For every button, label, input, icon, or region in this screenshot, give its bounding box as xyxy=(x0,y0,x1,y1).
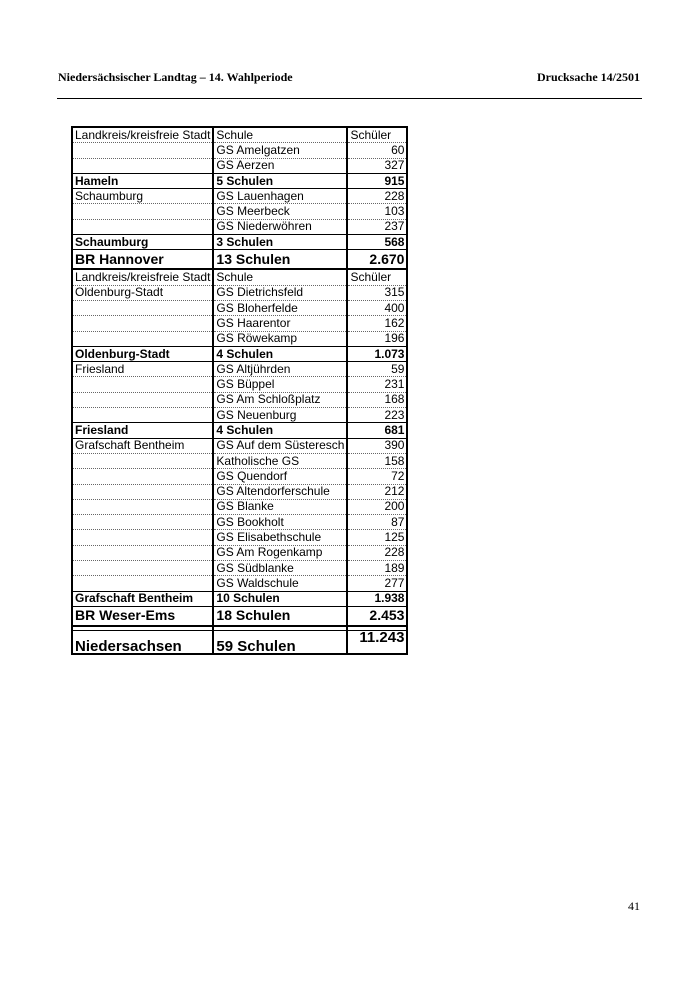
table-row xyxy=(72,189,407,204)
table-row xyxy=(72,316,407,331)
school-cell: 10 Schulen xyxy=(213,591,347,606)
school-cell: Katholische GS xyxy=(213,453,347,468)
school-cell: GS Am Schloßplatz xyxy=(213,392,347,407)
pupils-header: Schüler xyxy=(347,269,407,285)
district-cell xyxy=(72,408,213,423)
district-cell xyxy=(72,219,213,234)
pupils-cell: 228 xyxy=(347,189,407,204)
header-title: Niedersächsischer Landtag – 14. Wahlperiode xyxy=(58,70,293,84)
school-cell: 4 Schulen xyxy=(213,346,347,361)
district-cell xyxy=(72,561,213,576)
school-cell: 59 Schulen xyxy=(213,630,347,654)
table-row xyxy=(72,300,407,315)
school-cell: GS Südblanke xyxy=(213,561,347,576)
school-cell: GS Altendorferschule xyxy=(213,484,347,499)
table-row xyxy=(72,545,407,560)
table-row xyxy=(72,331,407,346)
school-cell: GS Dietrichsfeld xyxy=(213,285,347,300)
pupils-header: Schüler xyxy=(347,127,407,143)
district-cell: BR Weser-Ems xyxy=(72,606,213,626)
district-cell: Oldenburg-Stadt xyxy=(72,346,213,361)
school-cell: GS Bloherfelde xyxy=(213,300,347,315)
pupils-cell: 681 xyxy=(347,423,407,438)
table-row xyxy=(72,561,407,576)
school-header: Schule xyxy=(213,127,347,143)
pupils-cell: 228 xyxy=(347,545,407,560)
table-row xyxy=(72,576,407,591)
school-cell: 18 Schulen xyxy=(213,606,347,626)
district-cell xyxy=(72,143,213,158)
school-cell: GS Blanke xyxy=(213,499,347,514)
table-row xyxy=(72,499,407,514)
school-cell: GS Am Rogenkamp xyxy=(213,545,347,560)
pupils-cell: 60 xyxy=(347,143,407,158)
table-row xyxy=(72,392,407,407)
pupils-cell: 390 xyxy=(347,438,407,453)
school-cell: GS Bookholt xyxy=(213,515,347,530)
table-row xyxy=(72,408,407,423)
district-cell xyxy=(72,576,213,591)
district-subtotal-row xyxy=(72,235,407,250)
district-cell: BR Hannover xyxy=(72,250,213,270)
district-cell xyxy=(72,204,213,219)
pupils-cell: 11.243 xyxy=(347,630,407,654)
school-cell: 13 Schulen xyxy=(213,250,347,270)
table-row xyxy=(72,285,407,300)
pupils-cell: 125 xyxy=(347,530,407,545)
district-cell xyxy=(72,530,213,545)
school-cell: GS Waldschule xyxy=(213,576,347,591)
district-cell: Friesland xyxy=(72,423,213,438)
table-header-row xyxy=(72,269,407,285)
pupils-cell: 196 xyxy=(347,331,407,346)
district-cell: Friesland xyxy=(72,362,213,377)
header-rule xyxy=(57,98,642,99)
district-cell xyxy=(72,158,213,173)
table-row xyxy=(72,438,407,453)
page-number: 41 xyxy=(628,899,640,913)
district-cell xyxy=(72,331,213,346)
district-subtotal-row xyxy=(72,591,407,606)
district-cell: Niedersachsen xyxy=(72,630,213,654)
table-row xyxy=(72,515,407,530)
district-cell xyxy=(72,469,213,484)
table-row xyxy=(72,158,407,173)
table-row xyxy=(72,530,407,545)
table-row xyxy=(72,143,407,158)
pupils-cell: 72 xyxy=(347,469,407,484)
pupils-cell: 1.073 xyxy=(347,346,407,361)
district-cell xyxy=(72,377,213,392)
district-subtotal-row xyxy=(72,423,407,438)
school-cell: GS Elisabethschule xyxy=(213,530,347,545)
school-cell: 4 Schulen xyxy=(213,423,347,438)
school-cell: GS Neuenburg xyxy=(213,408,347,423)
pupils-cell: 59 xyxy=(347,362,407,377)
table-row xyxy=(72,484,407,499)
pupils-cell: 277 xyxy=(347,576,407,591)
pupils-cell: 158 xyxy=(347,453,407,468)
pupils-cell: 223 xyxy=(347,408,407,423)
district-cell xyxy=(72,545,213,560)
district-cell xyxy=(72,316,213,331)
state-total-row xyxy=(72,630,407,654)
district-cell: Oldenburg-Stadt xyxy=(72,285,213,300)
region-total-row xyxy=(72,606,407,626)
school-cell: GS Quendorf xyxy=(213,469,347,484)
district-cell: Schaumburg xyxy=(72,235,213,250)
pupils-cell: 237 xyxy=(347,219,407,234)
school-cell: GS Altjührden xyxy=(213,362,347,377)
table-row xyxy=(72,219,407,234)
district-subtotal-row xyxy=(72,346,407,361)
table-header-row xyxy=(72,127,407,143)
school-cell: GS Amelgatzen xyxy=(213,143,347,158)
pupils-cell: 168 xyxy=(347,392,407,407)
district-cell xyxy=(72,392,213,407)
pupils-cell: 231 xyxy=(347,377,407,392)
district-cell: Grafschaft Bentheim xyxy=(72,438,213,453)
district-subtotal-row xyxy=(72,173,407,188)
pupils-cell: 87 xyxy=(347,515,407,530)
table-row xyxy=(72,204,407,219)
school-cell: 3 Schulen xyxy=(213,235,347,250)
pupils-cell: 1.938 xyxy=(347,591,407,606)
district-cell xyxy=(72,484,213,499)
school-cell: GS Meerbeck xyxy=(213,204,347,219)
school-header: Schule xyxy=(213,269,347,285)
pupils-cell: 2.453 xyxy=(347,606,407,626)
table-row xyxy=(72,469,407,484)
district-cell: Schaumburg xyxy=(72,189,213,204)
district-header: Landkreis/kreisfreie Stadt xyxy=(72,127,213,143)
district-cell xyxy=(72,300,213,315)
school-cell: GS Auf dem Süsteresch xyxy=(213,438,347,453)
school-cell: GS Haarentor xyxy=(213,316,347,331)
school-cell: 5 Schulen xyxy=(213,173,347,188)
pupils-cell: 400 xyxy=(347,300,407,315)
school-cell: GS Büppel xyxy=(213,377,347,392)
pupils-cell: 568 xyxy=(347,235,407,250)
district-cell xyxy=(72,515,213,530)
district-cell: Hameln xyxy=(72,173,213,188)
pupils-cell: 200 xyxy=(347,499,407,514)
district-cell xyxy=(72,499,213,514)
school-cell: GS Niederwöhren xyxy=(213,219,347,234)
document-number: Drucksache 14/2501 xyxy=(537,70,640,84)
school-cell: GS Röwekamp xyxy=(213,331,347,346)
region-total-row xyxy=(72,250,407,270)
district-cell xyxy=(72,453,213,468)
pupils-cell: 2.670 xyxy=(347,250,407,270)
school-cell: GS Aerzen xyxy=(213,158,347,173)
table-row xyxy=(72,377,407,392)
pupils-cell: 212 xyxy=(347,484,407,499)
pupils-cell: 315 xyxy=(347,285,407,300)
pupils-cell: 915 xyxy=(347,173,407,188)
pupils-cell: 327 xyxy=(347,158,407,173)
pupils-cell: 189 xyxy=(347,561,407,576)
table-row xyxy=(72,453,407,468)
school-table-body xyxy=(72,127,407,654)
district-cell: Grafschaft Bentheim xyxy=(72,591,213,606)
school-table xyxy=(71,126,408,655)
district-header: Landkreis/kreisfreie Stadt xyxy=(72,269,213,285)
pupils-cell: 103 xyxy=(347,204,407,219)
pupils-cell: 162 xyxy=(347,316,407,331)
school-cell: GS Lauenhagen xyxy=(213,189,347,204)
table-row xyxy=(72,362,407,377)
